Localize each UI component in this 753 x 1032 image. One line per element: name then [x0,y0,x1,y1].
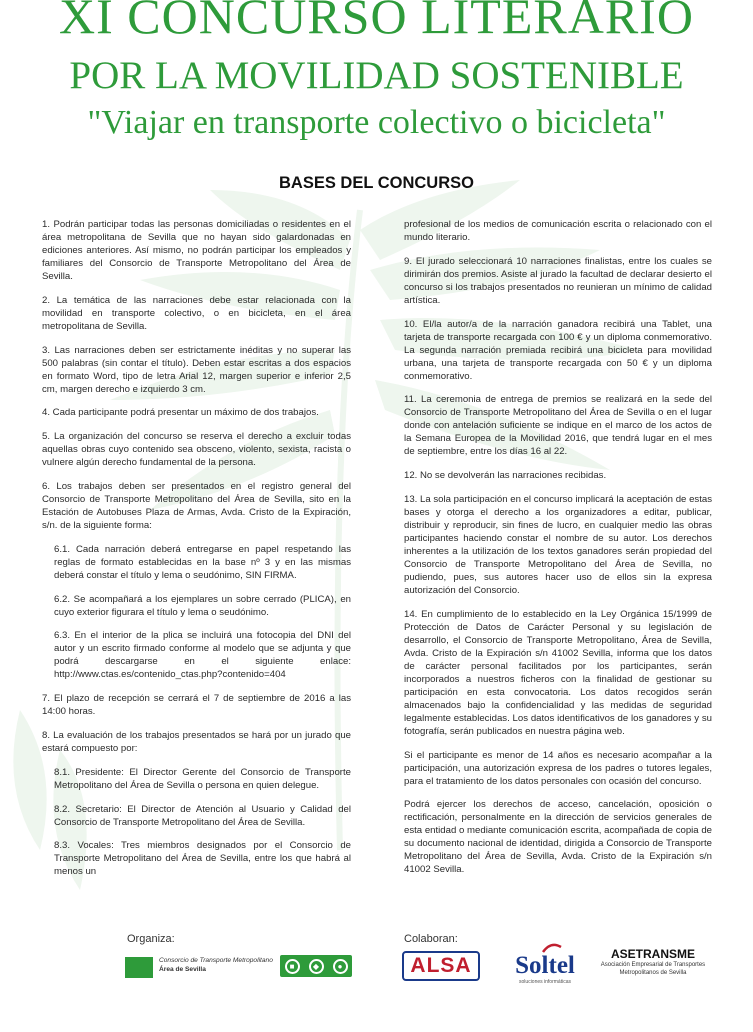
rule-subparagraph: 6.1. Cada narración deberá entregarse en papel respetando las reglas de formato establecidas en la base nº 3 y en las mismas deberá constar el título y lema o seudónimo, SIN FIRMA. [54,543,351,581]
rule-paragraph: 12. No se devolverán las narraciones recibidas. [404,470,607,482]
colaboran-label: Colaboran: [404,933,458,945]
rule-subparagraph: 6.3. En el interior de la plica se incluirá una fotocopia del DNI del autor y un escrito firmado conforme al modelo que se adjunta y que podrá descargarse en el siguiente enlace: http://www.ctas.es/contenido_ctas.php?contenido=404 [54,630,351,681]
rule-paragraph: 11. La ceremonia de entrega de premios se realizará en la sede del Consorcio de Transporte Metropolitano del Área de Sevilla o en el lugar donde con antelación suficiente se indique en el marco de los actos de la Semana Europea de la Movilidad 2016, que tendrá lugar en el mes de septiembre, entre los días 16 al 22. [404,394,712,458]
rule-paragraph: Si el participante es menor de 14 años es necesario acompañar a la participación, una autorización expresa de los padres o tutores legales, para el tratamiento de los datos personales con ocasión del concurso. [404,749,712,787]
transport-icons [280,955,352,977]
rule-paragraph: 7. El plazo de recepción se cerrará el 7 de septiembre de 2016 a las 14:00 horas. [42,693,351,718]
rule-subparagraph: 8.1. Presidente: El Director Gerente del Consorcio de Transporte Metropolitano del Área de Sevilla o persona en quien delegue. [54,766,351,791]
rule-subparagraph: 8.2. Secretario: El Director de Atención al Usuario y Calidad del Consorcio de Transporte Metropolitano del Área de Sevilla. [54,803,351,828]
tagline: "Viajar en transporte colectivo o bicicleta" [87,104,666,141]
rule-paragraph: 1. Podrán participar todas las personas domiciliadas o residentes en el área metropolitana de Sevilla que no hayan sido galardonadas en ediciones anteriores. Así mismo, no podrán participar los empleados y familiares del Consorcio de Transporte Metropolitano del Área de Sevilla. [42,219,351,282]
rule-subparagraph: 6.2. Se acompañará a los ejemplares un sobre cerrado (PLICA), en cuyo exterior figurara el título y lema o seudónimo. [54,593,351,618]
right-column [404,218,712,887]
sponsor-footer [0,925,753,1025]
soltel-swoosh-icon [541,943,563,954]
ctas-logo-text: Consorcio de Transporte Metropolitano Área de Sevilla [159,957,273,973]
ctas-logo-mark [125,957,153,978]
subtitle: POR LA MOVILIDAD SOSTENIBLE [69,54,684,97]
rule-paragraph: 10. El/la autor/a de la narración ganadora recibirá una Tablet, una tarjeta de transporte recargada con 100 € y un diploma conmemorativo. La segunda narración premiada recibirá una bicicleta para movilidad urbana, una tarjeta de transporte recargada con 50 € y un diploma conmemorativo. [404,318,712,382]
bus-icon: ■ [285,959,300,974]
section-title: BASES DEL CONCURSO [279,174,474,192]
rule-paragraph: 2. La temática de las narraciones debe estar relacionada con la movilidad en transporte colectivo, o en bicicleta, en el área metropolitana de Sevilla. [42,294,351,332]
rule-paragraph: profesional de los medios de comunicación escrita o relacionado con el mundo literario. [404,219,712,243]
rule-paragraph: 13. La sola participación en el concurso implicará la aceptación de estas bases y otorga el derecho a los organizadores a editar, publicar, distribuir y reproducir, sin fines de lucro, en cualquier medio las obras participantes haciendo constar el nombre de su autor. Los derechos inherentes a la utilización de los textos ganadores serán propiedad del Consorcio de Transporte Metropolitano del Área de Sevilla, no pudiendo, pues, sus autores hacer uso de ellos sin la expresa autorización del Consorcio. [404,493,712,596]
organiza-label: Organiza: [127,933,175,945]
rule-paragraph: 14. En cumplimiento de lo establecido en la Ley Orgánica 15/1999 de Protección de Datos de Carácter Personal y su legislación de desarrollo, el Consorcio de Transporte Metropolitano, Área de Sevilla, Avda. Cristo de la Expiración s/n 41002 Sevilla, informa que los datos de carácter personal facilitados por los participantes, serán incorporados a nuestros ficheros con la finalidad de gestionar su participación en esta convocatoria. Los datos recogidos serán almacenados bajo la confidencialidad y las medidas de seguridad legalmente establecidas. Los datos identificativos de los ganadores y su fotografía, serán publicados en nuestra página web. [404,608,712,737]
main-title: XI CONCURSO LITERARIO [59,0,694,44]
rule-paragraph: 8. La evaluación de los trabajos presentados se hará por un jurado que estará compuesto por: [42,729,351,754]
asetransme-logo: ASETRANSME Asociación Empresarial de Transportes Metropolitanos de Sevilla [600,947,706,976]
rule-paragraph: 9. El jurado seleccionará 10 narraciones finalistas, entre los cuales se dirimirán dos premios. Asiste al jurado la facultad de declarar desierto el concurso si los trabajos presentados no reunieran un mínimo de calidad artística. [404,255,712,306]
rule-paragraph: 4. Cada participante podrá presentar un máximo de dos trabajos. [42,407,319,419]
rule-paragraph: 5. La organización del concurso se reserva el derecho a excluir todas aquellas obras cuyo contenido sea obsceno, violento, sexista, racista o vulnere algún derecho fundamental de la persona. [42,431,351,469]
bike-icon: ● [333,959,348,974]
rule-paragraph: 6. Los trabajos deben ser presentados en el registro general del Consorcio de Transporte Metropolitano del Área de Sevilla, sito en la Estación de Autobuses Plaza de Armas, Avda. Cristo de la Expiración, s/n. de la siguiente forma: [42,480,351,531]
metro-icon: ◆ [309,959,324,974]
left-column [42,218,351,889]
rule-paragraph: 3. Las narraciones deben ser estrictamente inéditas y no superar las 500 palabras (sin contar el título). Deben estar escritas a dos espacios en formato Word, tipo de letra Arial 12, margen superior e inferior 2,5 cm, margen derecho e izquierdo 3 cm. [42,344,351,395]
soltel-logo: Soltel soluciones informáticas [505,943,585,989]
alsa-logo: ALSA [402,951,480,981]
rule-paragraph: Podrá ejercer los derechos de acceso, cancelación, oposición o rectificación, personalmente en la dirección de servicios generales de esta entidad o mediante comunicación escrita, acompañada de copia de su documento nacional de identidad, dirigida a Consorcio de Transporte Metropolitano del Área de Sevilla, Avda. Cristo de la Expiración s/n 41002 Sevilla. [404,799,712,876]
rule-subparagraph: 8.3. Vocales: Tres miembros designados por el Consorcio de Transporte Metropolitano del Área de Sevilla, entre los que habrá al menos un [54,840,351,878]
